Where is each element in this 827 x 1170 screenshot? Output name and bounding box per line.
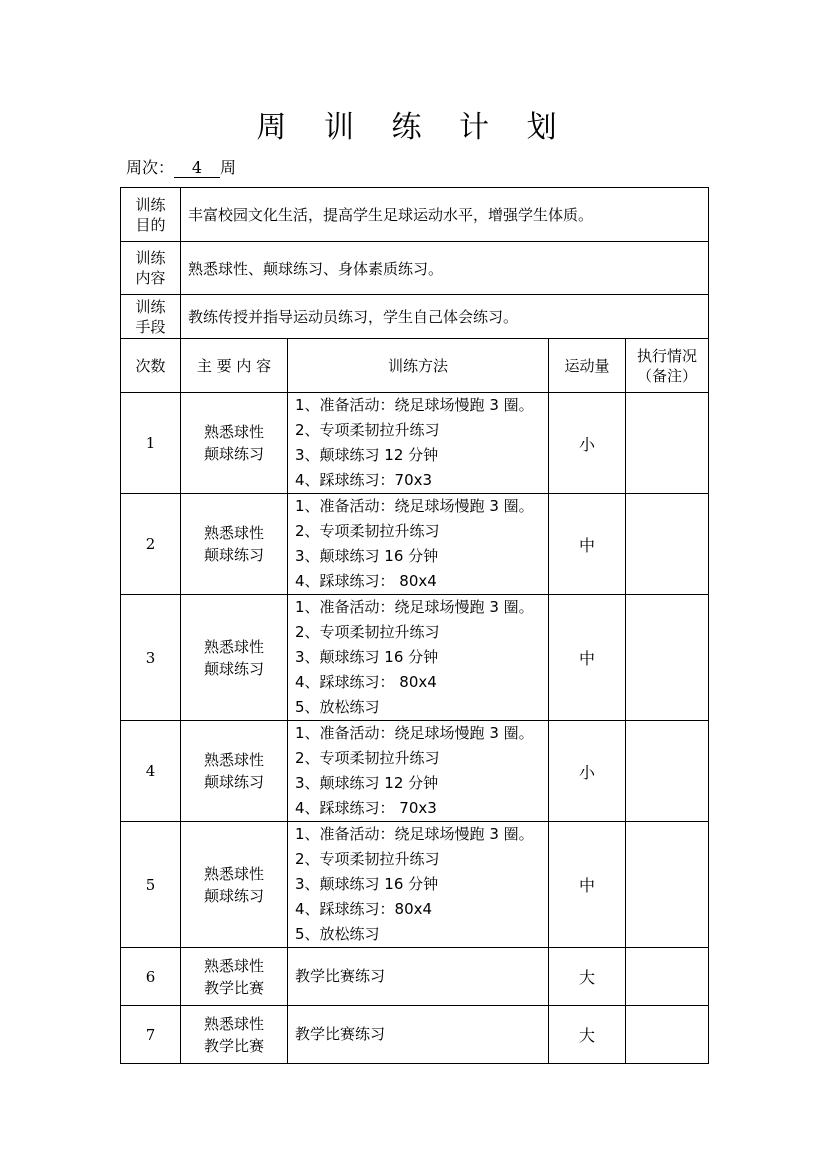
- method-line: 4、踩球练习：70x3: [295, 471, 433, 489]
- row-method: [288, 721, 549, 822]
- method-line: 5、放松练习: [295, 698, 380, 716]
- method-line: 2、专项柔韧拉升练习: [295, 850, 440, 868]
- table-row: [121, 494, 709, 595]
- table-row: [121, 948, 709, 1006]
- method-line: 1、准备活动：绕足球场慢跑 3 圈。: [295, 724, 534, 742]
- row-notes: [626, 595, 709, 721]
- header-row: [121, 339, 709, 393]
- purpose-label: 训练 目的: [121, 188, 181, 242]
- row-notes: [626, 948, 709, 1006]
- row-content: 熟悉球性 教学比赛: [181, 1006, 288, 1064]
- method-line: 4、踩球练习：80x4: [295, 900, 433, 918]
- method-line: 3、颠球练习 16 分钟: [295, 648, 439, 666]
- content-text: 熟悉球性、颠球练习、身体素质练习。: [181, 242, 709, 295]
- header-num: 次数: [121, 339, 181, 393]
- training-plan-table: [120, 187, 709, 1064]
- method-line: 1、准备活动：绕足球场慢跑 3 圈。: [295, 396, 534, 414]
- table-row: [121, 595, 709, 721]
- week-value: 4: [174, 159, 220, 178]
- purpose-text: 丰富校园文化生活，提高学生足球运动水平，增强学生体质。: [181, 188, 709, 242]
- method-line: 4、踩球练习： 80x4: [295, 572, 437, 590]
- method-line: 2、专项柔韧拉升练习: [295, 522, 440, 540]
- method-line: 3、颠球练习 12 分钟: [295, 446, 439, 464]
- row-notes: [626, 721, 709, 822]
- week-prefix: 周次：: [126, 158, 175, 177]
- method-line: 3、颠球练习 16 分钟: [295, 875, 439, 893]
- method-line: 2、专项柔韧拉升练习: [295, 421, 440, 439]
- header-main-content: 主 要 内 容: [181, 339, 288, 393]
- row-notes: [626, 1006, 709, 1064]
- table-row: [121, 1006, 709, 1064]
- row-content: 熟悉球性 颠球练习: [181, 393, 288, 494]
- week-suffix: 周: [220, 158, 237, 177]
- row-content: 熟悉球性 教学比赛: [181, 948, 288, 1006]
- row-num: 5: [121, 822, 181, 948]
- week-number-line: [126, 155, 236, 178]
- row-load: 大: [549, 1006, 626, 1064]
- header-load: 运动量: [549, 339, 626, 393]
- row-notes: [626, 393, 709, 494]
- row-load: 中: [549, 494, 626, 595]
- row-load: 中: [549, 822, 626, 948]
- row-num: 1: [121, 393, 181, 494]
- row-load: 小: [549, 393, 626, 494]
- method-line: 1、准备活动：绕足球场慢跑 3 圈。: [295, 598, 534, 616]
- content-label: 训练 内容: [121, 242, 181, 295]
- header-method: 训练方法: [288, 339, 549, 393]
- row-num: 2: [121, 494, 181, 595]
- row-num: 6: [121, 948, 181, 1006]
- row-num: 4: [121, 721, 181, 822]
- row-content: 熟悉球性 颠球练习: [181, 494, 288, 595]
- row-notes: [626, 822, 709, 948]
- row-load: 小: [549, 721, 626, 822]
- row-method: [288, 1006, 549, 1064]
- means-row: [121, 295, 709, 339]
- method-line: 2、专项柔韧拉升练习: [295, 623, 440, 641]
- means-label: 训练 手段: [121, 295, 181, 339]
- method-line: 5、放松练习: [295, 925, 380, 943]
- method-line: 教学比赛练习: [295, 967, 386, 985]
- row-load: 大: [549, 948, 626, 1006]
- row-method: [288, 494, 549, 595]
- method-line: 3、颠球练习 12 分钟: [295, 774, 439, 792]
- table-row: [121, 393, 709, 494]
- method-line: 4、踩球练习： 70x3: [295, 799, 437, 817]
- row-load: 中: [549, 595, 626, 721]
- content-row: [121, 242, 709, 295]
- purpose-row: [121, 188, 709, 242]
- page-title: 周 训 练 计 划: [256, 110, 571, 145]
- row-method: [288, 948, 549, 1006]
- header-notes: 执行情况 （备注）: [626, 339, 709, 393]
- table-row: [121, 822, 709, 948]
- row-num: 3: [121, 595, 181, 721]
- row-method: [288, 595, 549, 721]
- row-notes: [626, 494, 709, 595]
- method-line: 4、踩球练习： 80x4: [295, 673, 437, 691]
- means-text: 教练传授并指导运动员练习，学生自己体会练习。: [181, 295, 709, 339]
- table-row: [121, 721, 709, 822]
- method-line: 1、准备活动：绕足球场慢跑 3 圈。: [295, 825, 534, 843]
- row-method: [288, 822, 549, 948]
- row-content: 熟悉球性 颠球练习: [181, 721, 288, 822]
- row-content: 熟悉球性 颠球练习: [181, 822, 288, 948]
- method-line: 教学比赛练习: [295, 1025, 386, 1043]
- row-method: [288, 393, 549, 494]
- row-content: 熟悉球性 颠球练习: [181, 595, 288, 721]
- method-line: 3、颠球练习 16 分钟: [295, 547, 439, 565]
- row-num: 7: [121, 1006, 181, 1064]
- method-line: 1、准备活动：绕足球场慢跑 3 圈。: [295, 497, 534, 515]
- method-line: 2、专项柔韧拉升练习: [295, 749, 440, 767]
